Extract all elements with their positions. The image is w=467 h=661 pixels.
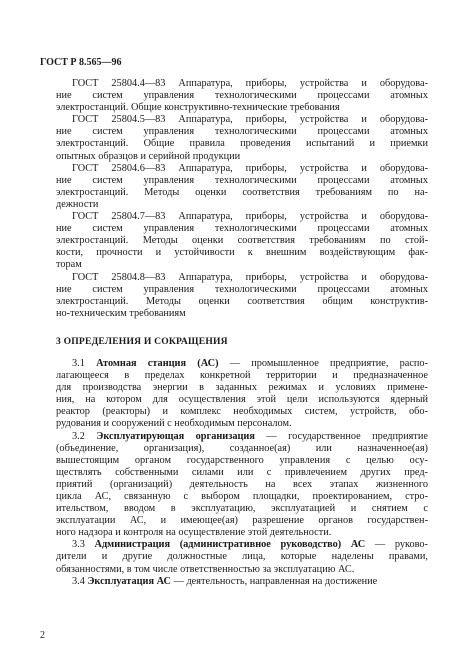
definition-text: — деятельность, направленная на достижение [171,575,378,587]
text-line: рудования и сооружений с необходимым персоналом. [56,418,292,430]
definition-number: 3.3 [72,539,85,551]
body-text [56,78,428,588]
definition-item [56,576,428,588]
text-line: ние систем управления технологическими процессами атомных [56,223,428,235]
text-line: но-техническим требованиям [56,307,186,319]
definition-term: Атомная станция (АС) [96,357,219,369]
definition-item [56,539,428,575]
text-line: ние систем управления технологическими процессами атомных [56,90,428,102]
text-line: вышестоящим органом государственного управления с целью осу- [56,454,428,466]
definition-term: Эксплуатирующая организация [96,430,255,442]
text-line: (объединение, организация), созданное(ая) или назначенное(ая) [56,442,428,454]
text-line: цикла АС, связанную с выбором площадки, проектированием, стро- [56,491,428,502]
text-line: электростанций. Общие правила проведения испытаний и приемки [56,138,428,150]
text-line: приятий (организаций) деятельность на всех этапах жизненного [56,478,428,490]
definition-item [56,358,428,431]
definition-number: 3.4 [72,575,85,587]
text-line: ществлять собственными силами или с привлечением других пред- [56,466,428,478]
text-line: ительством, вводом в эксплуатацию, эксплуатацией и снятием с [56,503,428,515]
definition-number: 3.1 [72,357,85,369]
text-line: ния, на котором для осуществления этой цели используются ядерный [56,394,428,406]
gost-reference [56,272,428,320]
gost-reference [56,211,428,271]
text-line: кости, прочности и устойчивости к внешним воздействующим фак- [56,247,428,259]
text-line: электростанций. Методы оценки соответствия требованиям по на- [56,186,428,198]
text-line: для производства энергии в заданных режимах и условиях примене- [56,382,428,394]
text-line: ГОСТ 25804.7—83 Аппаратура, приборы, устройства и оборудова- [72,211,428,223]
section-heading: 3 ОПРЕДЕЛЕНИЯ И СОКРАЩЕНИЯ [56,335,228,347]
definitions-list [56,358,428,588]
normative-references [56,78,428,320]
text-line: электростанций. Методы оценки соответствия общим конструктив- [56,295,428,307]
text-line: дители и другие должностные лица, которые наделены правами, [56,551,428,563]
gost-reference [56,114,428,162]
definition-first-line [56,431,428,443]
definition-first-line [56,539,428,551]
definition-text: — государственное предприятие [254,430,428,442]
page-number: 2 [40,630,45,641]
standard-header: ГОСТ Р 8.565—96 [40,57,122,68]
gost-reference [56,163,428,211]
text-line: ГОСТ 25804.6—83 Аппаратура, приборы, устройства и оборудова- [72,162,428,174]
text-line: ного надзора и контроля на осуществление этой деятельности. [56,527,332,539]
text-line: ГОСТ 25804.5—83 Аппаратура, приборы, устройства и оборудова- [72,114,428,126]
text-line: опытных образцов и серийной продукции [56,150,241,162]
text-line: электростанций. Методы оценки соответствия требованиям по стой- [56,235,428,247]
text-line: обязанностями, в том числе ответственностью за эксплуатацию АС. [56,563,355,575]
text-line: реактор (реакторы) и комплекс необходимых систем, устройств, обо- [56,406,428,418]
definition-term: Администрация (административное руководство) АС [94,539,366,551]
definition-first-line [56,576,428,588]
definition-number: 3.2 [72,430,85,442]
definition-term: Эксплуатация АС [87,575,171,587]
text-line: торам [56,259,82,271]
definition-item [56,431,428,540]
text-line: электростанций. Общие конструктивно-технические требования [56,102,340,114]
definition-first-line [56,358,428,370]
text-line: ние систем управления технологическими процессами атомных [56,126,428,138]
text-line: ние систем управления технологическими процессами атомных [56,283,428,295]
text-line: ГОСТ 25804.4—83 Аппаратура, приборы, устройства и оборудова- [72,78,428,89]
definition-text: — руково- [365,539,428,551]
gost-reference [56,78,428,114]
text-line: лагающееся в пределах конкретной территории и предназначенное [56,370,428,382]
definition-text: — промышленное предприятие, распо- [218,357,428,369]
text-line: ГОСТ 25804.8—83 Аппаратура, приборы, устройства и оборудова- [72,271,428,283]
text-line: дежности [56,198,99,210]
text-line: эксплуатации АС, и имеющее(ая) разрешение органов государствен- [56,515,428,527]
text-line: ние систем управления технологическими процессами атомных [56,174,428,186]
